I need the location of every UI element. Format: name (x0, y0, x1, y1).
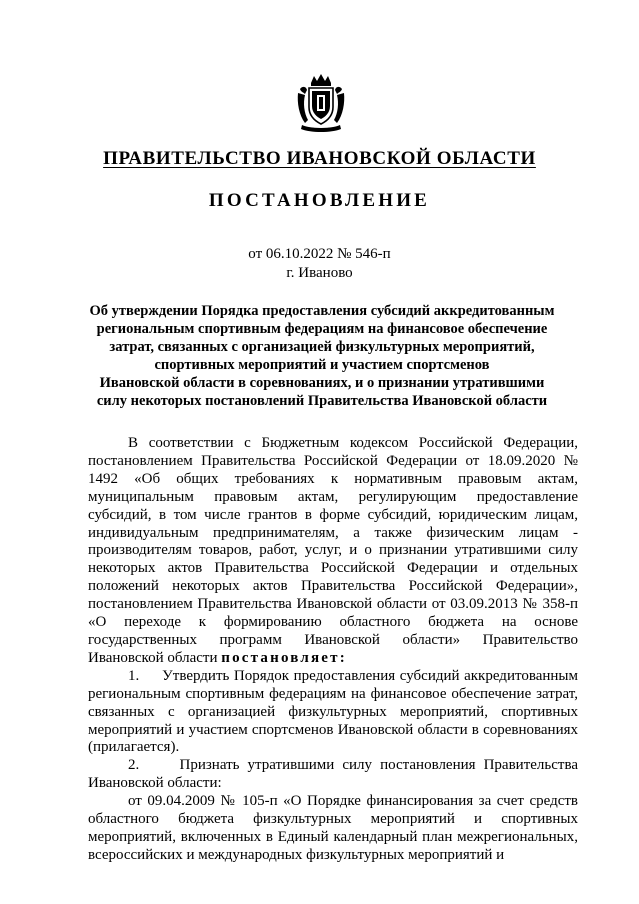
city: г. Иваново (286, 265, 353, 281)
document-body (88, 435, 578, 865)
subitem-1: от 09.04.2009 № 105-п «О Порядке финансирования за счет средств областного бюджета физкультурных мероприятий и спортивных мероприятий, включенных в Единый календарный план межрегиональных, всероссийских и международных физкультурных мероприятий и (88, 793, 578, 863)
government-title: ПРАВИТЕЛЬСТВО ИВАНОВСКОЙ ОБЛАСТИ (103, 148, 536, 169)
document-subject (82, 302, 562, 410)
document-meta (0, 245, 639, 283)
decree-word: постановляет: (221, 649, 347, 666)
ivanovo-coat-of-arms-icon (296, 73, 346, 133)
date-number: от 06.10.2022 № 546-п (248, 246, 391, 262)
item-1: 1. Утвердить Порядок предоставления субсидий аккредитованным региональным спортивным федерациям на финансовое обеспечение затрат, связанных с организацией физкультурных мероприятий, спортивных мероприятий и участием спортсменов Ивановской области в соревнованиях (прилагается). (88, 667, 578, 756)
document-type: ПОСТАНОВЛЕНИЕ (208, 190, 431, 211)
subject-line: спортивных мероприятий и участием спортсменов (154, 357, 490, 373)
preamble-paragraph (88, 435, 578, 668)
subject-line: Ивановской области в соревнованиях, и о признании утратившими (99, 375, 545, 391)
subject-line: Об утверждении Порядка предоставления субсидий аккредитованным (89, 303, 555, 319)
subject-line: затрат, связанных с организацией физкультурных мероприятий, (109, 339, 535, 355)
preamble-text: В соответствии с Бюджетным кодексом Российской Федерации, постановлением Правительства Российской Федерации от 18.09.2020 № 1492 «Об общих требованиях к нормативным правовым актам, муниципальным правовым актам, регулирующим предоставление субсидий, в том числе грантов в форме субсидий, юридическим лицам, индивидуальным предпринимателям, а также физическим лицам - производителям товаров, работ, услуг, и о признании утратившими силу некоторых актов Правительства Российской Федерации и отдельных положений некоторых актов Правительства Российской Федерации», постановлением Правительства Ивановской области от 03.09.2013 № 358-п «О переходе к формированию областного бюджета на основе государственных программ Ивановской области» Правительство Ивановской области (88, 435, 578, 666)
item-2: 2. Признать утратившими силу постановления Правительства Ивановской области: (88, 757, 578, 792)
subject-line: силу некоторых постановлений Правительства Ивановской области (96, 393, 548, 409)
subject-line: региональным спортивным федерациям на финансовое обеспечение (96, 321, 548, 337)
